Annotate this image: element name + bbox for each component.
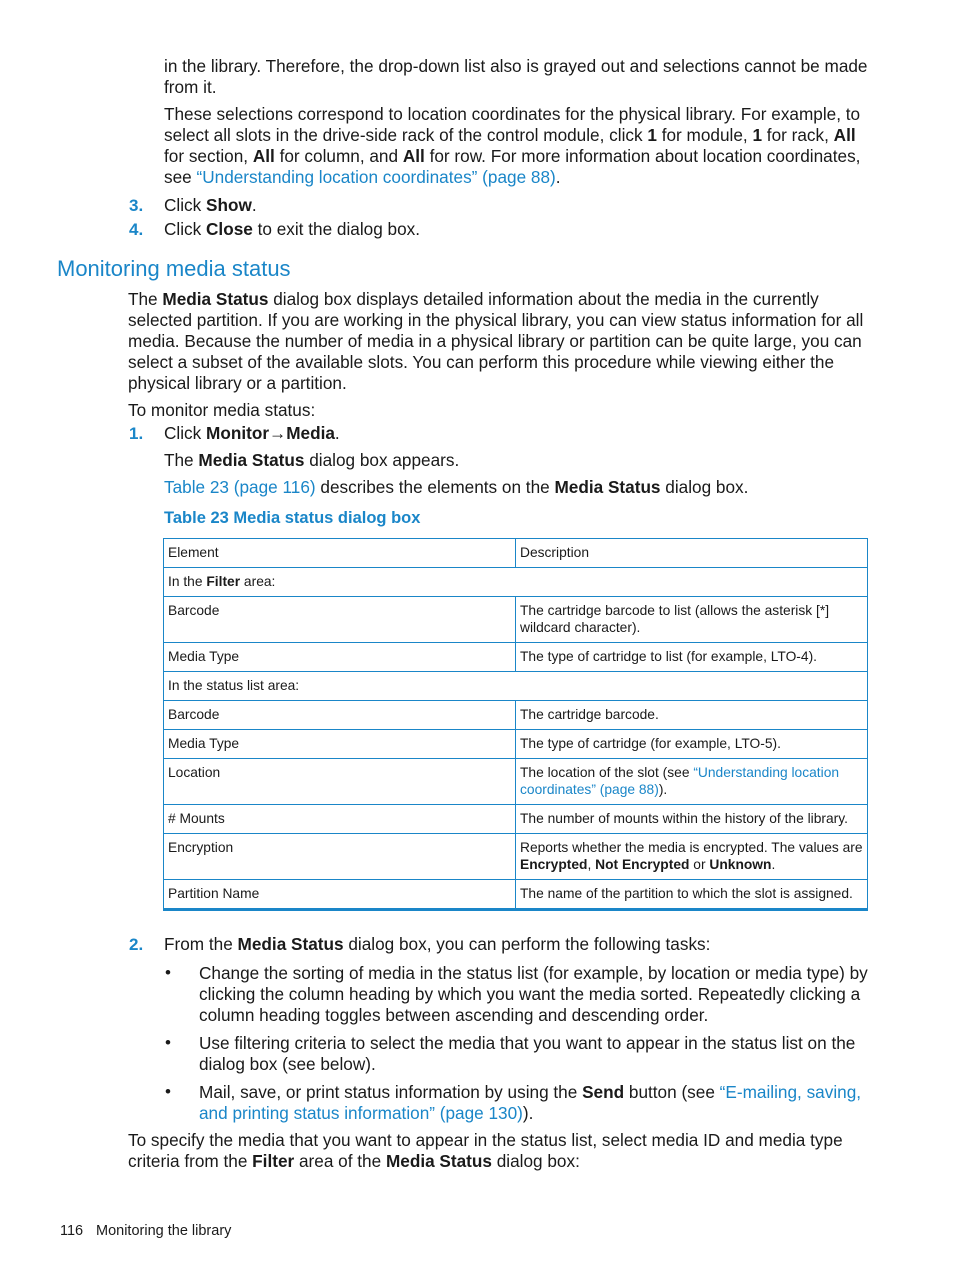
description-cell: The name of the partition to which the slot is assigned. — [516, 880, 868, 910]
location-coordinates-link[interactable]: “Understanding location coordinates” (page 88) — [520, 765, 840, 797]
element-cell: # Mounts — [164, 805, 516, 834]
bold-text: Media Status — [162, 289, 269, 309]
text: Mail, save, or print status information by using the — [199, 1082, 583, 1102]
step-1-text — [164, 423, 340, 444]
text: Click — [164, 219, 207, 239]
step-3-text — [164, 195, 257, 216]
text: button (see — [624, 1082, 720, 1102]
table-row — [164, 880, 868, 910]
step-3 — [129, 195, 143, 216]
text: From the — [164, 934, 238, 954]
table-caption: Table 23 Media status dialog box — [164, 509, 421, 527]
table-description-text — [164, 477, 748, 498]
bold-text: Filter — [206, 574, 241, 589]
step-4-text — [164, 219, 420, 240]
description-cell — [516, 834, 868, 880]
table-row — [164, 701, 868, 730]
footer-title: Monitoring the library — [96, 1223, 232, 1239]
table-row — [164, 730, 868, 759]
element-cell: Barcode — [164, 701, 516, 730]
bold-text: Media Status — [237, 934, 344, 954]
text: to exit the dialog box. — [252, 219, 421, 239]
step-1 — [129, 423, 143, 444]
bold-text: Filter — [252, 1151, 295, 1171]
closing-paragraph — [128, 1130, 872, 1172]
bullet-item-2: Use filtering criteria to select the media that you want to appear in the status list on the dialog box (see below). — [199, 1033, 856, 1074]
text: The location of the slot (see — [520, 765, 694, 780]
text: area: — [240, 574, 276, 589]
dialog-appears-text — [164, 450, 459, 471]
text: , — [587, 857, 596, 872]
table-row — [164, 643, 868, 672]
bold-text: Media Status — [554, 477, 661, 497]
description-cell: The cartridge barcode. — [516, 701, 868, 730]
filter-area-label — [164, 568, 868, 597]
table-row — [164, 805, 868, 834]
text: Click — [164, 423, 207, 443]
bold-text: Unknown — [709, 857, 772, 872]
bold-text: Encrypted — [520, 857, 588, 872]
bullet-marker: • — [165, 963, 171, 982]
text: The — [128, 289, 163, 309]
bold-text: 1 — [752, 125, 763, 145]
table-row — [164, 834, 868, 880]
bold-text: Not Encrypted — [595, 857, 690, 872]
understanding-location-link[interactable]: “Understanding location coordinates” (page 88) — [196, 167, 556, 187]
table-23-link[interactable]: Table 23 (page 116) — [164, 477, 316, 497]
intro-paragraph-1 — [164, 56, 872, 98]
element-cell: Barcode — [164, 597, 516, 643]
step-number: 1. — [129, 424, 144, 443]
text: These selections correspond to location coordinates for the physical library. For example, to select all slots in the drive-side rack of the control module, click — [164, 104, 861, 145]
step-number: 3. — [129, 196, 144, 215]
description-cell: The type of cartridge to list (for example, LTO-4). — [516, 643, 868, 672]
bullet-item-3 — [199, 1082, 872, 1124]
element-cell: Media Type — [164, 730, 516, 759]
bold-text: All — [252, 146, 275, 166]
step-4 — [129, 219, 143, 240]
bold-text: Monitor→Media — [206, 423, 335, 443]
text: . — [555, 167, 561, 187]
text: ). — [522, 1103, 534, 1123]
element-cell: Partition Name — [164, 880, 516, 910]
media-status-table — [163, 538, 868, 911]
step-2 — [129, 934, 143, 955]
bullet-marker: • — [165, 1033, 171, 1052]
bold-text: Close — [206, 219, 253, 239]
text: dialog box: — [491, 1151, 580, 1171]
table-group-row — [164, 568, 868, 597]
text: dialog box, you can perform the following tasks: — [343, 934, 711, 954]
intro-text-1: in the library. Therefore, the drop-down list also is grayed out and selections cannot be made from it. — [164, 56, 868, 97]
table-header-row — [164, 539, 868, 568]
emailing-status-link[interactable]: “E-mailing, saving, and printing status information” (page 130) — [199, 1082, 862, 1123]
bold-text: All — [402, 146, 425, 166]
text: . — [334, 423, 340, 443]
text: The — [164, 450, 199, 470]
element-cell: Location — [164, 759, 516, 805]
description-cell: The cartridge barcode to list (allows the asterisk [*] wildcard character). — [516, 597, 868, 643]
text: dialog box appears. — [304, 450, 460, 470]
table-row — [164, 759, 868, 805]
bold-text: All — [833, 125, 856, 145]
header-description: Description — [516, 539, 868, 568]
intro-paragraph-2 — [164, 104, 872, 188]
text: or — [689, 857, 710, 872]
text: area of the — [294, 1151, 386, 1171]
description-cell: The type of cartridge (for example, LTO-5). — [516, 730, 868, 759]
text: for module, — [656, 125, 753, 145]
table-group-row — [164, 672, 868, 701]
text: In the — [168, 574, 207, 589]
text: for row. For more information about location coordinates, see — [164, 146, 861, 187]
text: . — [771, 857, 776, 872]
step-number: 4. — [129, 220, 144, 239]
text: dialog box. — [660, 477, 749, 497]
bold-text: Show — [206, 195, 252, 215]
text: for rack, — [762, 125, 834, 145]
to-monitor-text: To monitor media status: — [128, 400, 316, 420]
element-cell: Media Type — [164, 643, 516, 672]
text: ). — [658, 782, 668, 797]
bold-text: Media Status — [385, 1151, 492, 1171]
step-2-text — [164, 934, 710, 955]
status-list-area-label: In the status list area: — [164, 672, 868, 701]
description-cell — [516, 759, 868, 805]
bold-text: Send — [582, 1082, 625, 1102]
text: dialog box displays detailed information about the media in the currently selected partition. If you are working in the physical library, you can view status information for all media. Because the number of media in a physical library or partition can be quite large, you can select a subset of the available slots. You can perform this procedure while viewing either the physical library or a partition. — [128, 289, 864, 393]
text: for column, and — [274, 146, 403, 166]
bullet-marker: • — [165, 1082, 171, 1101]
text: describes the elements on the — [315, 477, 555, 497]
text: Click — [164, 195, 207, 215]
text: . — [251, 195, 257, 215]
section-paragraph — [128, 289, 872, 394]
text: To specify the media that you want to appear in the status list, select media ID and media type criteria from the — [128, 1130, 843, 1171]
bullet-item-1: Change the sorting of media in the status list (for example, by location or media type) by clicking the column heading by which you want the media sorted. Repeatedly clicking a column heading toggles between ascending and descending order. — [199, 963, 868, 1025]
section-heading: Monitoring media status — [57, 256, 291, 281]
text: Reports whether the media is encrypted. The values are — [520, 840, 863, 855]
element-cell: Encryption — [164, 834, 516, 880]
header-element: Element — [164, 539, 516, 568]
page-number: 116 — [60, 1223, 84, 1239]
description-cell: The number of mounts within the history of the library. — [516, 805, 868, 834]
bold-text: 1 — [647, 125, 657, 145]
table-row — [164, 597, 868, 643]
bold-text: Media Status — [198, 450, 305, 470]
step-number: 2. — [129, 935, 144, 954]
text: for section, — [164, 146, 253, 166]
